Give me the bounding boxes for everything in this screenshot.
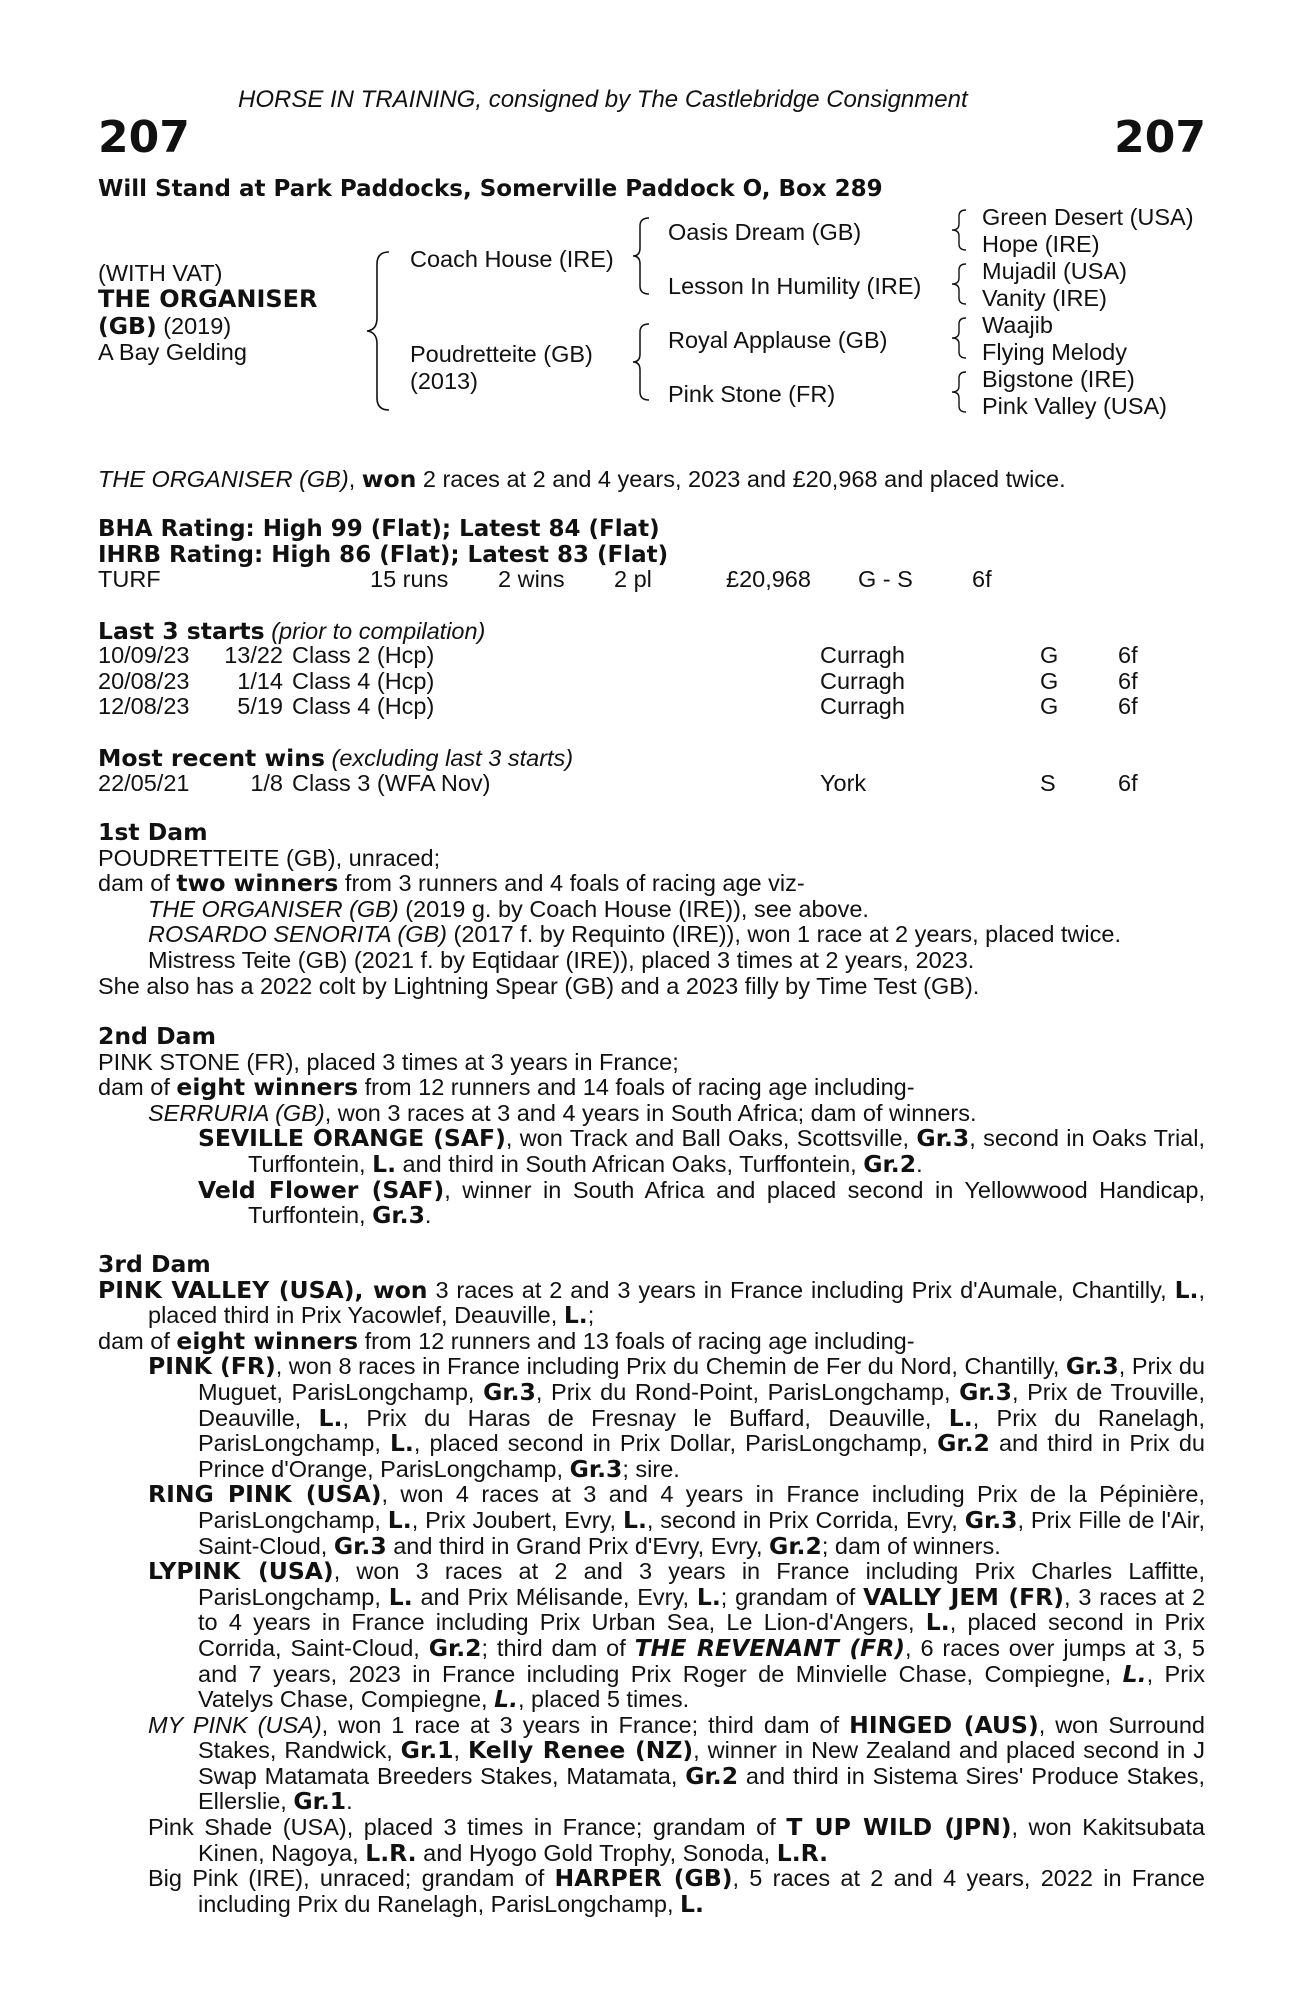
pedigree-brace-ss xyxy=(950,208,972,252)
result-course: Curragh xyxy=(820,667,905,694)
result-going: G xyxy=(1040,642,1059,668)
result-dist: 6f xyxy=(1118,642,1138,668)
result-pos: 1/14 xyxy=(237,667,283,694)
second-dam-heading: 2nd Dam xyxy=(98,1022,216,1050)
lot-number-right: 207 xyxy=(1114,112,1206,163)
second-dam-section: 2nd Dam PINK STONE (FR), placed 3 times at 3 years in France; dam of eight winners from 12 runners and 14 foals of racing age including- SERRURIA (GB), won 3 races at 3 and 4 years in South Africa; dam of winners. SEVILLE ORANGE (SAF), won Track and Ball Oaks, Scottsville, Gr.3, second in Oaks Trial, Turffontein, L. and third in South African Oaks, Turffontein, Gr.2. Veld Flower (SAF), winner in South Africa and placed second in Yellowwood Handicap, Turffontein, Gr.3. xyxy=(98,1022,1205,1230)
produce-my-pink: MY PINK (USA), won 1 race at 3 years in France; third dam of HINGED (AUS), won Surround Stakes, Randwick, Gr.1, Kelly Renee (NZ), winner in New Zealand and placed second in J Swap Matamata Breeders Stakes, Matamata, Gr.2 and third in Sistema Sires' Produce Stakes, Ellerslie, Gr.1. xyxy=(148,1710,1206,1816)
pedigree-sdd: Vanity (IRE) xyxy=(982,285,1107,311)
result-pos: 1/8 xyxy=(250,770,283,796)
result-pos: 13/22 xyxy=(224,642,283,668)
produce-lypink: LYPINK (USA), won 3 races at 2 and 3 years in France including Prix Charles Laffitte, ParisLongchamp, L. and Prix Mélisande, Evry, L.; grandam of VALLY JEM (FR), 3 races at 2 to 4 years in France including Prix Urban Sea, Le Lion-d'Angers, L., placed second in Prix Corrida, Saint-Cloud, Gr.2; third dam of THE REVENANT (FR), 6 races over jumps at 3, 5 and 7 years, 2023 in France including Prix Roger de Minvielle Chase, Compiegne, L., Prix Vatelys Chase, Compiegne, L., placed 5 times. xyxy=(148,1557,1206,1714)
produce-big-pink: Big Pink (IRE), unraced; grandam of HARPER (GB), 5 races at 2 and 4 years, 2022 in France including Prix du Ranelagh, ParisLongchamp, L. xyxy=(148,1864,1205,1918)
result-class: Class 4 (Hcp) xyxy=(292,667,435,694)
pedigree-dss: Waajib xyxy=(982,312,1053,338)
horse-country: (GB) xyxy=(98,312,157,340)
result-course: Curragh xyxy=(820,693,905,720)
produce-veld-flower: Veld Flower (SAF), winner in South Africa and placed second in Yellowwood Handicap, Turffontein, Gr.3. xyxy=(198,1175,1205,1230)
pedigree-brace-main xyxy=(365,250,395,412)
horse-name: THE ORGANISER xyxy=(98,285,318,313)
pedigree-brace-dam xyxy=(631,322,653,402)
recent-wins-heading: Most recent wins (excluding last 3 starts) xyxy=(98,744,574,772)
pedigree-dds: Bigstone (IRE) xyxy=(982,366,1135,392)
pedigree-dam-sire: Royal Applause (GB) xyxy=(668,327,888,353)
result-course: Curragh xyxy=(820,642,905,668)
pedigree-ddd: Pink Valley (USA) xyxy=(982,393,1168,419)
lot-number-left: 207 xyxy=(98,112,190,163)
result-class: Class 4 (Hcp) xyxy=(292,693,435,720)
result-dist: 6f xyxy=(1118,667,1138,694)
stand-location: Will Stand at Park Paddocks, Somerville Paddock O, Box 289 xyxy=(98,176,883,202)
first-dam-section: 1st Dam POUDRETTEITE (GB), unraced; dam of two winners from 3 runners and 4 foals of racing age viz- THE ORGANISER (GB) (2019 g. by Coach House (IRE)), see above. ROSARDO SENORITA (GB) (2017 f. by Requinto (IRE)), won 1 race at 2 years, placed twice. Mistress Teite (GB) (2021 f. by Eqtidaar (IRE)), placed 3 times at 2 years, 2023. She also has a 2022 colt by Lightning Spear (GB) and a 2023 filly by Time Test (GB). xyxy=(98,820,1205,999)
pedigree-ssd: Hope (IRE) xyxy=(982,231,1100,257)
result-date: 12/08/23 xyxy=(98,693,190,720)
pedigree-dam: Poudretteite (GB) xyxy=(410,341,593,367)
pedigree-dam-dam: Pink Stone (FR) xyxy=(668,381,836,407)
catalogue-subtitle: HORSE IN TRAINING, consigned by The Castlebridge Consignment xyxy=(238,86,968,113)
result-date: 10/09/23 xyxy=(98,642,190,668)
result-course: York xyxy=(820,770,867,796)
result-dist: 6f xyxy=(1118,693,1138,720)
pedigree-brace-ds xyxy=(950,316,972,360)
horse-year: (2019) xyxy=(156,313,232,339)
pedigree-sire-sire: Oasis Dream (GB) xyxy=(668,219,862,245)
first-dam-heading: 1st Dam xyxy=(98,818,208,846)
pedigree-brace-dd xyxy=(950,370,972,414)
horse-description: A Bay Gelding xyxy=(98,339,247,365)
result-date: 22/05/21 xyxy=(98,770,190,796)
pedigree-brace-sd xyxy=(950,262,972,306)
vat-note: (WITH VAT) xyxy=(98,260,223,286)
produce-pink: PINK (FR), won 8 races in France including Prix du Chemin de Fer du Nord, Chantilly, Gr.3, Prix du Muguet, ParisLongchamp, Gr.3, Prix du Rond-Point, ParisLongchamp, Gr.3, Prix de Trouville, Deauville, L., Prix du Haras de Fresnay le Buffard, Deauville, L., Prix du Ranelagh, ParisLongchamp, L., placed second in Prix Dollar, ParisLongchamp, Gr.2 and third in Prix du Prince d'Orange, ParisLongchamp, Gr.3; sire. xyxy=(148,1352,1206,1483)
pedigree-sire-dam: Lesson In Humility (IRE) xyxy=(668,273,922,299)
bha-rating: BHA Rating: High 99 (Flat); Latest 84 (Flat) xyxy=(98,516,660,542)
result-class: Class 2 (Hcp) xyxy=(292,642,435,668)
race-summary: THE ORGANISER (GB), won 2 races at 2 and 4 years, 2023 and £20,968 and placed twice. xyxy=(98,465,1066,493)
last-starts-heading: Last 3 starts (prior to compilation) xyxy=(98,617,486,645)
pedigree-dsd: Flying Melody xyxy=(982,339,1127,365)
result-going: G xyxy=(1040,667,1059,694)
horse-origin-year xyxy=(98,312,231,340)
ihrb-rating: IHRB Rating: High 86 (Flat); Latest 83 (Flat) xyxy=(98,542,669,568)
result-dist: 6f xyxy=(1118,770,1138,796)
pedigree-sire: Coach House (IRE) xyxy=(410,246,614,272)
pedigree-dam-year: (2013) xyxy=(410,368,478,394)
produce-ring-pink: RING PINK (USA), won 4 races at 3 and 4 years in France including Prix de la Pépinière, ParisLongchamp, L., Prix Joubert, Evry, L., second in Prix Corrida, Evry, Gr.3, Prix Fille de l'Air, Saint-Cloud, Gr.3 and third in Grand Prix d'Evry, Evry, Gr.2; dam of winners. xyxy=(148,1480,1205,1560)
result-class: Class 3 (WFA Nov) xyxy=(292,770,491,796)
third-dam-heading: 3rd Dam xyxy=(98,1250,211,1278)
pedigree-brace-sire xyxy=(631,216,653,296)
result-date: 20/08/23 xyxy=(98,667,190,694)
produce-seville-orange: SEVILLE ORANGE (SAF), won Track and Ball Oaks, Scottsville, Gr.3, second in Oaks Trial, Turffontein, L. and third in South African Oaks, Turffontein, Gr.2. xyxy=(198,1124,1205,1178)
pedigree-sss: Green Desert (USA) xyxy=(982,204,1194,230)
result-going: S xyxy=(1040,770,1056,796)
third-dam-section: 3rd Dam PINK VALLEY (USA), won 3 races at 2 and 3 years in France including Prix d'Aumale, Chantilly, L., placed third in Prix Yacowlef, Deauville, L.; dam of eight winners from 12 runners and 13 foals of racing age including- PINK (FR), won 8 races in France including Prix du Chemin de Fer du Nord, Chantilly, Gr.3, Prix du Muguet, ParisLongchamp, Gr.3, Prix du Rond-Point, ParisLongchamp, Gr.3, Prix de Trouville, Deauville, L., Prix du Haras de Fresnay le Buffard, Deauville, L., Prix du Ranelagh, ParisLongchamp, L., placed second in Prix Dollar, ParisLongchamp, Gr.2 and third in Prix du Prince d'Orange, ParisLongchamp, Gr.3; sire. RING PINK (USA), won 4 races at 3 and 4 years in France including Prix de la Pépinière, ParisLongchamp, L., Prix Joubert, Evry, L., second in Prix Corrida, Evry, Gr.3, Prix Fille de l'Air, Saint-Cloud, Gr.3 and third in Grand Prix d'Evry, Evry, Gr.2; dam of winners. LYPINK (USA), won 3 races at 2 and 3 years in France including Prix Charles Laffitte, ParisLongchamp, L. and Prix Mélisande, Evry, L.; grandam of VALLY JEM (FR), 3 races at 2 to 4 years in France including Prix Urban Sea, Le Lion-d'Angers, L., placed second in Prix Corrida, Saint-Cloud, Gr.2; third dam of THE REVENANT (FR), 6 races over jumps at 3, 5 and 7 years, 2023 in France including Prix Roger de Minvielle Chase, Compiegne, L., Prix Vatelys Chase, Compiegne, L., placed 5 times. MY PINK (USA), won 1 race at 3 years in France; third dam of HINGED (AUS), won Surround Stakes, Randwick, Gr.1, Kelly Renee (NZ), winner in New Zealand and placed second in J Swap Matamata Breeders Stakes, Matamata, Gr.2 and third in Sistema Sires' Produce Stakes, Ellerslie, Gr.1. Pink Shade (USA), placed 3 times in France; grandam of T UP WILD (JPN), won Kakitsubata Kinen, Nagoya, L.R. and Hyogo Gold Trophy, Sonoda, L.R. Big Pink (IRE), unraced; grandam of HARPER (GB), 5 races at 2 and 4 years, 2022 in France including Prix du Ranelagh, ParisLongchamp, L. xyxy=(98,1250,1206,1918)
result-going: G xyxy=(1040,693,1059,720)
produce-pink-shade: Pink Shade (USA), placed 3 times in France; grandam of T UP WILD (JPN), won Kakitsubata Kinen, Nagoya, L.R. and Hyogo Gold Trophy, Sonoda, L.R. xyxy=(148,1813,1205,1867)
pedigree-sds: Mujadil (USA) xyxy=(982,258,1127,284)
result-pos: 5/19 xyxy=(237,693,283,720)
